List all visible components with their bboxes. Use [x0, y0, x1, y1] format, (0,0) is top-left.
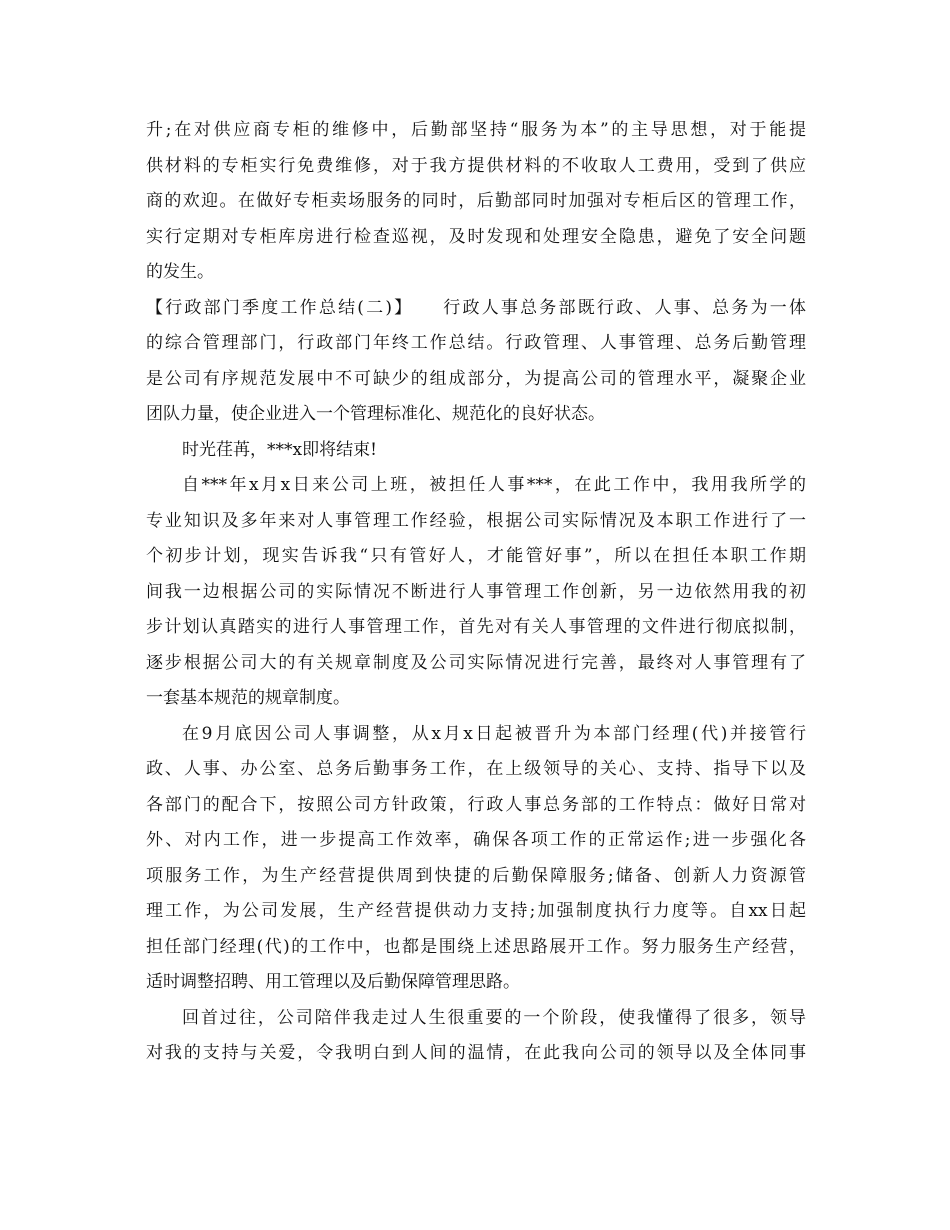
- text-line: 个初步计划，现实告诉我“只有管好人，才能管好事”，所以在担任本职工作期: [146, 546, 806, 566]
- text-line: 【行政部门季度工作总结(二)】 行政人事总务部既行政、人事、总务为一体: [146, 297, 806, 318]
- text-line: 商的欢迎。在做好专柜卖场服务的同时，后勤部同时加强对专柜后区的管理工作，: [146, 191, 806, 211]
- text-line: 在9月底因公司人事调整，从x月x日起被晋升为本部门经理(代)并接管行: [182, 723, 806, 744]
- text-line: 项服务工作，为生产经营提供周到快捷的后勤保障服务;储备、创新人力资源管: [146, 865, 806, 886]
- text-line: 逐步根据公司大的有关规章制度及公司实际情况进行完善，最终对人事管理有了: [146, 652, 806, 673]
- text-line: 对我的支持与关爱，令我明白到人间的温情，在此我向公司的领导以及全体同事: [146, 1043, 806, 1063]
- text-line: 的发生。: [146, 262, 214, 282]
- text-line: 政、人事、办公室、总务后勤事务工作，在上级领导的关心、支持、指导下以及: [146, 759, 806, 779]
- text-line: 实行定期对专柜库房进行检查巡视，及时发现和处理安全隐患，避免了安全问题: [146, 226, 806, 247]
- text-line: 担任部门经理(代)的工作中，也都是围绕上述思路展开工作。努力服务生产经营，: [146, 936, 806, 957]
- text-line: 专业知识及多年来对人事管理工作经验，根据公司实际情况及本职工作进行了一: [146, 510, 806, 531]
- text-line: 间我一边根据公司的实际情况不断进行人事管理工作创新，另一边依然用我的初: [146, 581, 806, 602]
- document-body-text: [146, 113, 806, 1072]
- text-line: 适时调整招聘、用工管理以及后勤保障管理思路。: [146, 972, 520, 992]
- text-line: 一套基本规范的规章制度。: [146, 688, 350, 708]
- text-line: 理工作，为公司发展，生产经营提供动力支持;加强制度执行力度等。自xx日起: [146, 901, 806, 921]
- text-line: 自***年x月x日来公司上班，被担任人事***，在此工作中，我用我所学的: [182, 475, 806, 495]
- text-line: 团队力量，使企业进入一个管理标准化、规范化的良好状态。: [146, 404, 605, 424]
- text-line: 步计划认真踏实的进行人事管理工作，首先对有关人事管理的文件进行彻底拟制，: [146, 617, 806, 637]
- text-line: 外、对内工作，进一步提高工作效率，确保各项工作的正常运作;进一步强化各: [146, 830, 806, 850]
- text-line: 升;在对供应商专柜的维修中，后勤部坚持“服务为本”的主导思想，对于能提: [146, 120, 806, 140]
- text-line: 是公司有序规范发展中不可缺少的组成部分，为提高公司的管理水平，凝聚企业: [146, 368, 806, 389]
- text-line: 各部门的配合下，按照公司方针政策，行政人事总务部的工作特点：做好日常对: [146, 794, 806, 815]
- text-line: 回首过往，公司陪伴我走过人生很重要的一个阶段，使我懂得了很多，领导: [182, 1007, 806, 1028]
- text-line: 供材料的专柜实行免费维修，对于我方提供材料的不收取人工费用，受到了供应: [146, 155, 806, 176]
- text-line: 的综合管理部门，行政部门年终工作总结。行政管理、人事管理、总务后勤管理: [146, 333, 806, 353]
- text-line: 时光荏苒，***x即将结束!: [182, 439, 377, 460]
